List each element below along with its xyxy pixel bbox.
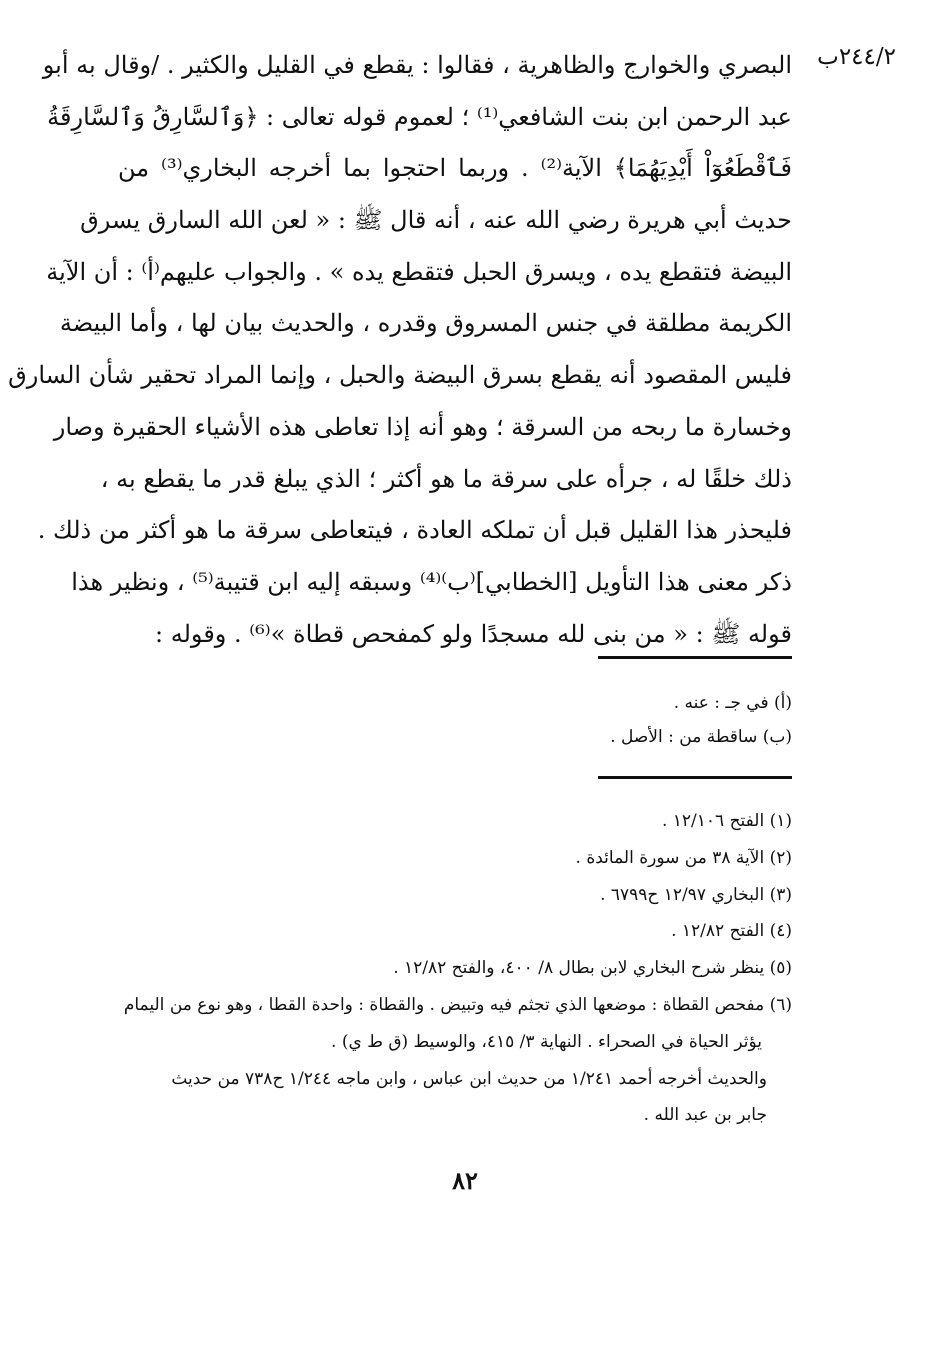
text-line: عبد الرحمن ابن بنت الشافعي⁽¹⁾ ؛ لعموم قوله تعالى : ﴿وَٱلسَّارِقُ وَٱلسَّارِقَةُ	[47, 102, 792, 131]
text-line: فليحذر هذا القليل قبل أن تملكه العادة ، فيتعاطى سرقة ما هو أكثر من ذلك .	[37, 516, 792, 545]
main-text	[8, 40, 792, 660]
text-line: البيضة فتقطع يده ، ويسرق الحبل فتقطع يده » . والجواب عليهم⁽أ⁾ : أن الآية	[46, 257, 792, 286]
apparatus-notes	[130, 686, 792, 754]
text-line: فليس المقصود أنه يقطع بسرق البيضة والحبل ، وإنما المراد تحقير شأن السارق	[8, 361, 792, 390]
margin-reference: ٢٤٤/٢ب	[817, 44, 896, 70]
footnote: (٦) مفحص القطاة : موضعها الذي تجثم فيه وتبيض . والقطاة : واحدة القطا ، وهو نوع من اليمام	[123, 994, 792, 1015]
text-line: وخسارة ما ربحه من السرقة ؛ وهو أنه إذا تعاطى هذه الأشياء الحقيرة وصار	[53, 412, 792, 441]
text-line: قوله ﷺ : « من بنى لله مسجدًا ولو كمفحص قطاة »⁽⁶⁾ . وقوله :	[155, 619, 792, 648]
apparatus-note: (أ) في جـ : عنه .	[673, 693, 792, 713]
footnote-separator-apparatus	[598, 656, 792, 659]
footnote: (٤) الفتح ١٢/٨٢ .	[671, 921, 792, 942]
footnote: (٢) الآية ٣٨ من سورة المائدة .	[575, 847, 792, 868]
footnote: (٥) ينظر شرح البخاري لابن بطال ٨/ ٤٠٠، والفتح ١٢/٨٢ .	[393, 958, 792, 979]
text-line: ذلك خلقًا له ، جرأه على سرقة ما هو أكثر ؛ الذي يبلغ قدر ما يقطع به ،	[100, 464, 792, 493]
page-number: ٨٢	[452, 1166, 478, 1195]
text-line: الكريمة مطلقة في جنس المسروق وقدره ، والحديث بيان لها ، وأما البيضة	[59, 309, 792, 338]
footnote: (١) الفتح ١٢/١٠٦ .	[661, 811, 792, 831]
text-line: حديث أبي هريرة رضي الله عنه ، أنه قال ﷺ : « لعن الله السارق يسرق	[80, 206, 792, 235]
footnote-separator	[598, 776, 792, 779]
footnotes	[123, 803, 792, 1134]
apparatus-note: (ب) ساقطة من : الأصل .	[610, 727, 792, 747]
footnote-continuation: جابر بن عبد الله .	[643, 1105, 767, 1126]
text-line: ذكر معنى هذا التأويل [الخطابي]⁽ب⁾⁽⁴⁾ وسبقه إليه ابن قتيبة⁽⁵⁾ ، ونظير هذا	[71, 567, 792, 596]
text-line: البصري والخوارج والظاهرية ، فقالوا : يقطع في القليل والكثير . /وقال به أبو	[42, 51, 792, 79]
footnote-continuation: يؤثر الحياة في الصحراء . النهاية ٣/ ٤١٥، والوسيط (ق ط ي) .	[331, 1031, 762, 1052]
footnote-continuation: والحديث أخرجه أحمد ١/٢٤١ من حديث ابن عباس ، وابن ماجه ١/٢٤٤ ح٧٣٨ من حديث	[171, 1068, 767, 1089]
footnote: (٣) البخاري ١٢/٩٧ ح٦٧٩٩ .	[600, 884, 792, 905]
text-line: فَٱقْطَعُوٓاْ أَيْدِيَهُمَا﴾ الآية⁽²⁾ . وربما احتجوا بما أخرجه البخاري⁽³⁾ من	[118, 154, 792, 183]
